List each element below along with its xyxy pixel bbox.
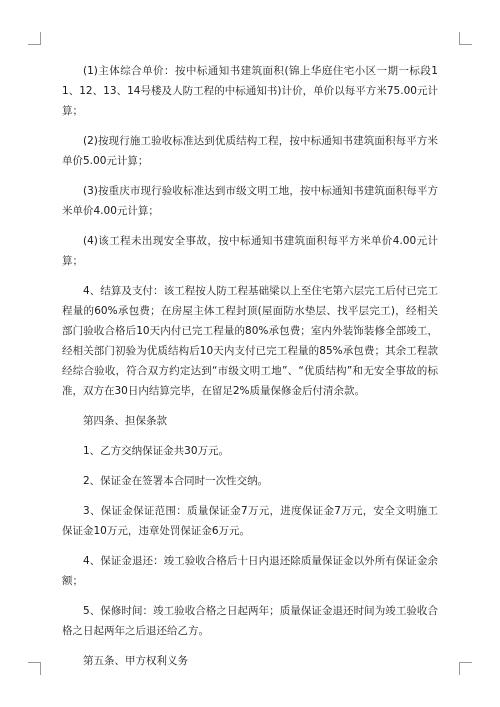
guarantee-item-2: 2、保证金在签署本合同时一次性交纳。	[83, 475, 269, 487]
crop-mark-top-left	[28, 32, 41, 45]
section-heading-party-a: 第五条、甲方权利义务	[83, 655, 188, 667]
crop-mark-top-right	[459, 32, 472, 45]
document-body	[62, 61, 438, 681]
section-heading-guarantee: 第四条、担保条款	[83, 415, 167, 427]
price-item-2: (2)按现行施工验收标准达到优质结构工程，按中标通知书建筑面积每平方米单价5.00元计算；	[62, 135, 438, 167]
price-item-4: (4)该工程未出现安全事故，按中标通知书建筑面积每平方米单价4.00元计算；	[62, 235, 438, 267]
guarantee-item-3: 3、保证金保证范围：质量保证金7万元，进度保证金7万元，安全文明施工保证金10万元，违章处罚保证金6万元。	[62, 505, 438, 537]
guarantee-item-4: 4、保证金退还：竣工验收合格后十日内退还除质量保证金以外所有保证金余额；	[62, 555, 438, 587]
guarantee-item-5: 5、保修时间：竣工验收合格之日起两年；质量保证金退还时间为竣工验收合格之日起两年之后退还给乙方。	[62, 605, 438, 637]
crop-mark-bottom-left	[28, 662, 41, 675]
crop-mark-bottom-right	[459, 662, 472, 675]
settlement-clause: 4、结算及支付：该工程按人防工程基础梁以上至住宅第六层完工后付已完工程量的60%承包费；在房屋主体工程封顶(屋面防水垫层、找平层完工)，经相关部门验收合格后10天内付已完工程量的80%承包费；室内外装饰装修全部竣工，经相关部门初验为优质结构后10天内支付已完工程量的85%承包费；其余工程款经综合验收，符合双方约定达到“市级文明工地”、“优质结构”和无安全事故的标准，双方在30日内结算完毕，在留足2%质量保修金后付清余款。	[62, 285, 438, 397]
price-item-1: (1)主体综合单价：按中标通知书建筑面积(锦上华庭住宅小区一期一标段11、12、13、14号楼及人防工程的中标通知书)计价，单价以每平方米75.00元计算；	[62, 65, 438, 117]
guarantee-item-1: 1、乙方交纳保证金共30万元。	[83, 445, 230, 457]
price-item-3: (3)按重庆市现行验收标准达到市级文明工地，按中标通知书建筑面积每平方米单价4.00元计算；	[62, 185, 438, 217]
